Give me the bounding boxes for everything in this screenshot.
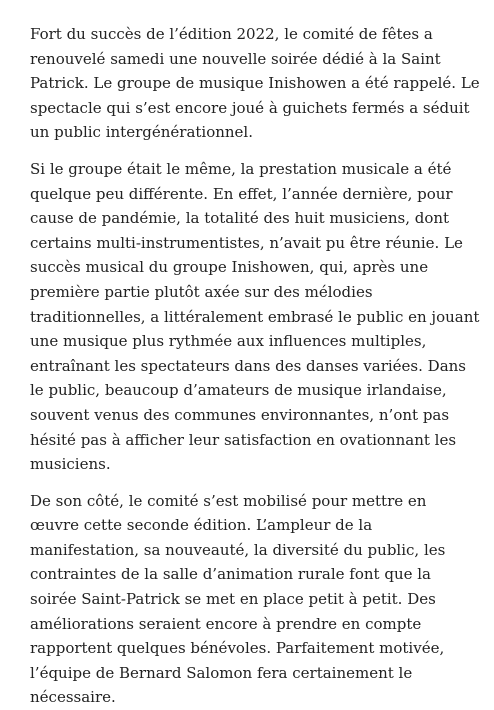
article-paragraph-3: De son côté, le comité s’est mobilisé pour mettre en œuvre cette seconde édition. L’ampleur de la manifestation, sa nouveauté, la diversité du public, les contraintes de la salle d’animation rurale font que la soirée Saint-Patrick se met en place petit à petit. Des améliorations seraient encore à prendre en compte rapportent quelques bénévoles. Parfaitement motivée, l’équipe de Bernard Salomon fera certainement le nécessaire.	[30, 491, 446, 707]
article-paragraph-2: Si le groupe était le même, la prestation musicale a été quelque peu différente. En effet, l’année dernière, pour cause de pandémie, la totalité des huit musiciens, dont certains multi-instrumentistes, n’avait pu être réunie. Le succès musical du groupe Inishowen, qui, après une première partie plutôt axée sur des mélodies traditionnelles, a littéralement embrasé le public en jouant une musique plus rythmée aux influences multiples, entraînant les spectateurs dans des danses variées. Dans le public, beaucoup d’amateurs de musique irlandaise, souvent venus des communes environnantes, n’ont pas hésité pas à afficher leur satisfaction en ovationnant les musiciens.	[30, 159, 480, 474]
article-paragraph-1: Fort du succès de l’édition 2022, le comité de fêtes a renouvelé samedi une nouvelle soirée dédié à la Saint Patrick. Le groupe de musique Inishowen a été rappelé. Le spectacle qui s’est encore joué à guichets fermés a séduit un public intergénérationnel.	[30, 25, 480, 142]
